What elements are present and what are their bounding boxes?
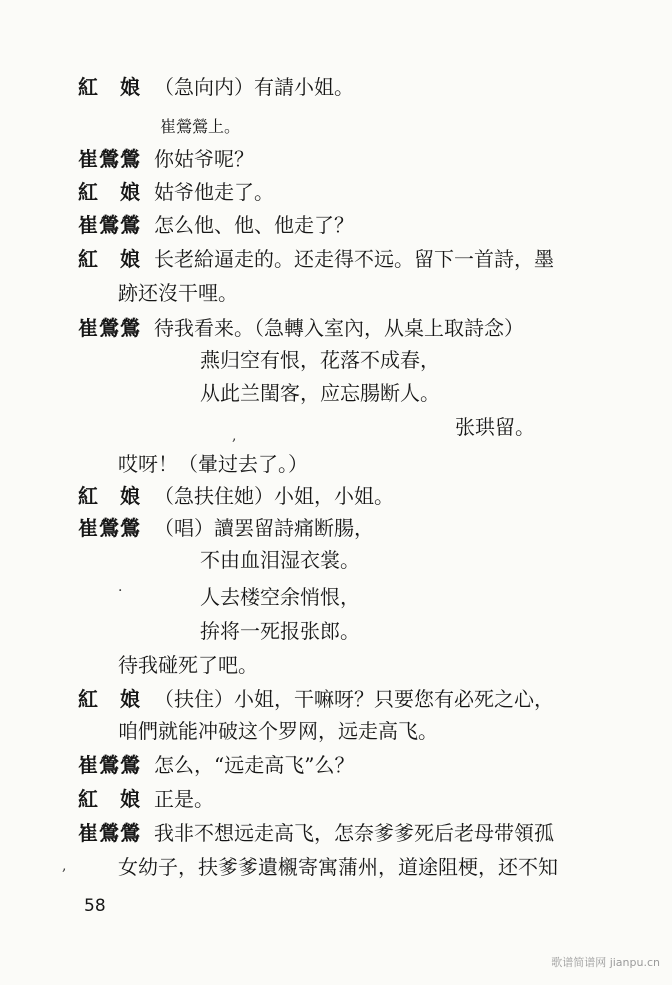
dialogue-text: （急向内）有請小姐。 (154, 75, 354, 99)
speaker-name: 崔鶯鶯 (78, 213, 141, 237)
continuation-line: 跡还沒干哩。 (118, 281, 238, 305)
speaker-name: 崔鶯鶯 (78, 821, 141, 845)
dialogue-text: 怎么，“远走高飞”么？ (154, 753, 355, 777)
dialogue-text: 你姑爷呢？ (154, 147, 254, 171)
speaker-name: 紅 娘 (78, 75, 141, 99)
speaker-name: 紅 娘 (78, 247, 141, 271)
dialogue-line (78, 315, 524, 341)
poem-line: 燕归空有恨，花落不成春， (200, 348, 440, 372)
speaker-name: 紅 娘 (78, 484, 141, 508)
continuation-line: 女幼子，扶爹爹遺櫬寄寓蒲州，道途阻梗，还不知 (118, 855, 558, 879)
page-number: 58 (84, 896, 106, 916)
specks: · (118, 583, 123, 599)
dialogue-line (78, 246, 554, 272)
speaker-name: 紅 娘 (78, 687, 141, 711)
continuation-line: 咱們就能冲破这个罗网，远走高飞。 (118, 719, 438, 743)
dialogue-text: 姑爷他走了。 (154, 180, 274, 204)
dialogue-text: 我非不想远走高飞，怎奈爹爹死后老母带領孤 (154, 821, 554, 845)
dialogue-text: （急扶住她）小姐，小姐。 (154, 484, 394, 508)
poem-signature: 张珙留。 (455, 415, 535, 439)
continuation-line: 待我碰死了吧。 (118, 653, 258, 677)
specks: , (232, 428, 237, 444)
dialogue-text: 怎么他、他、他走了？ (154, 213, 354, 237)
stage-direction: 崔鶯鶯上。 (160, 117, 241, 136)
speaker-name: 紅 娘 (78, 180, 141, 204)
speaker-name: 崔鶯鶯 (78, 147, 141, 171)
dialogue-text: 待我看来。（急轉入室內，从桌上取詩念） (154, 316, 524, 340)
dialogue-text: （唱）讀罢留詩痛断腸， (154, 516, 374, 540)
dialogue-line (78, 74, 354, 100)
dialogue-line (78, 786, 214, 812)
dialogue-text: 正是。 (154, 787, 214, 811)
dialogue-line (78, 515, 374, 541)
song-line: 拚将一死报张郎。 (200, 619, 360, 643)
dialogue-line (78, 179, 274, 205)
speaker-name: 崔鶯鶯 (78, 316, 141, 340)
dialogue-line (78, 686, 554, 712)
dialogue-line (78, 146, 254, 172)
dialogue-line (78, 483, 394, 509)
song-line: 人去楼空余悄恨， (200, 585, 360, 609)
watermark: 歌谱简谱网 jianpu.cn (551, 956, 660, 969)
dialogue-line (78, 820, 554, 846)
dialogue-line (78, 752, 354, 778)
speaker-name: 紅 娘 (78, 787, 141, 811)
specks: , (62, 858, 67, 874)
continuation-line: 哎呀！（暈过去了。） (118, 452, 308, 476)
poem-line: 从此兰閨客，应忘腸断人。 (200, 381, 440, 405)
speaker-name: 崔鶯鶯 (78, 753, 141, 777)
dialogue-line (78, 212, 354, 238)
dialogue-text: （扶住）小姐，干嘛呀？只要您有必死之心， (154, 687, 554, 711)
song-line: 不由血泪湿衣裳。 (200, 548, 360, 572)
dialogue-text: 长老給逼走的。还走得不远。留下一首詩，墨 (154, 247, 554, 271)
speaker-name: 崔鶯鶯 (78, 516, 141, 540)
